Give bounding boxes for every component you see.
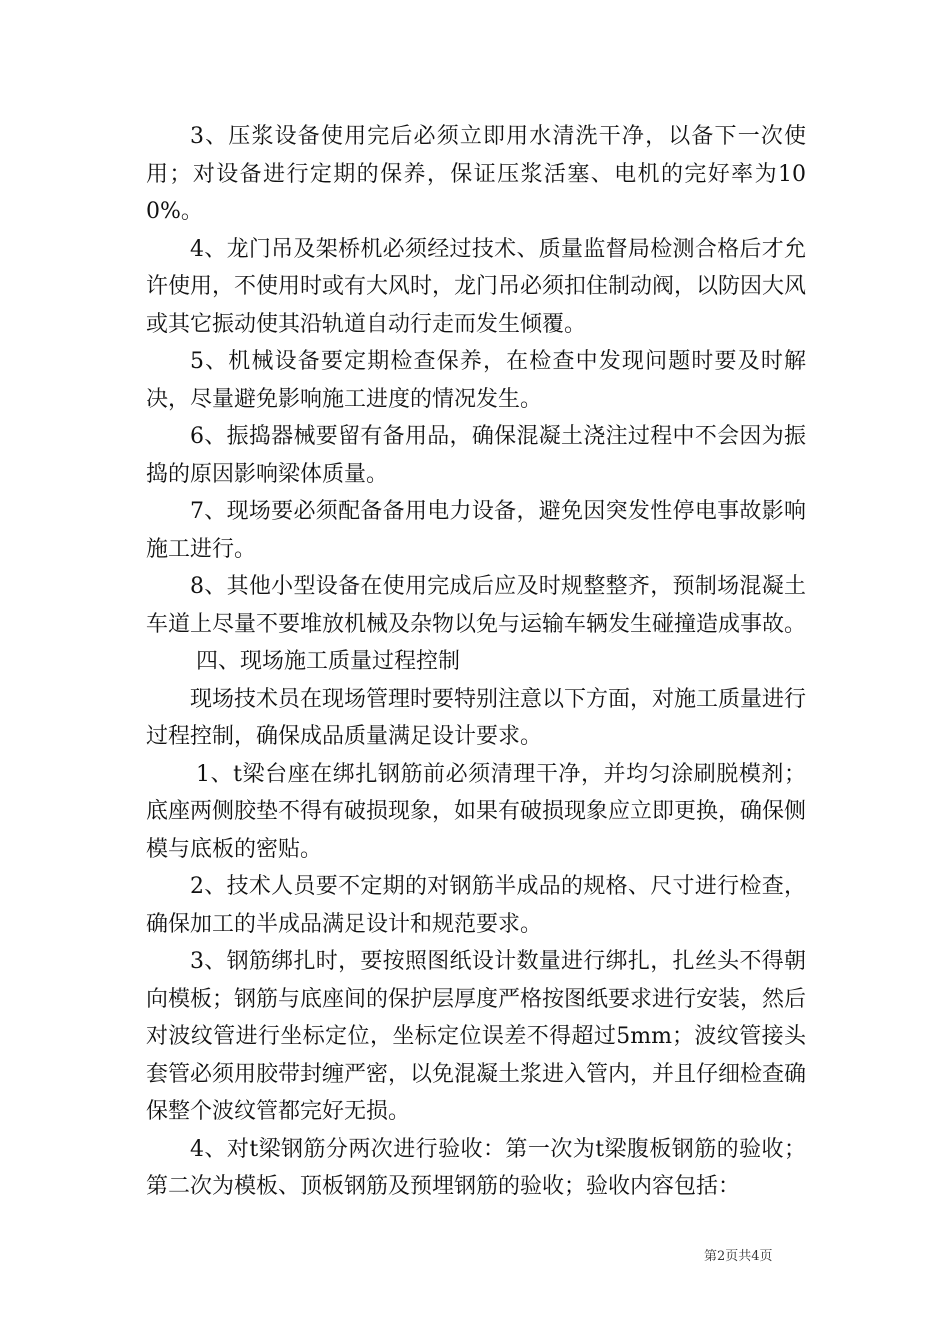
section-heading: 四、现场施工质量过程控制 [196, 649, 461, 674]
paragraph-equipment-6: 6、振捣器械要留有备用品，确保混凝土浇注过程中不会因为振捣的原因影响梁体质量。 [146, 424, 806, 487]
paragraph-equipment-8: 8、其他小型设备在使用完成后应及时规整整齐，预制场混凝土车道上尽量不要堆放机械及杂物以免与运输车辆发生碰撞造成事故。 [146, 574, 807, 637]
paragraph-equipment-4: 4、龙门吊及架桥机必须经过技术、质量监督局检测合格后才允许使用，不使用时或有大风时，龙门吊必须扣住制动阀，以防因大风或其它振动使其沿轨道自动行走而发生倾覆。 [146, 236, 807, 337]
paragraph-quality-4: 4、对t梁钢筋分两次进行验收：第一次为t梁腹板钢筋的验收；第二次为模板、顶板钢筋及预埋钢筋的验收；验收内容包括： [146, 1136, 806, 1199]
paragraph-quality-2: 2、技术人员要不定期的对钢筋半成品的规格、尺寸进行检查，确保加工的半成品满足设计和规范要求。 [146, 874, 806, 937]
paragraph-equipment-7: 7、现场要必须配备备用电力设备，避免因突发性停电事故影响施工进行。 [146, 499, 806, 562]
paragraph-quality-1: 1、t梁台座在绑扎钢筋前必须清理干净，并均匀涂刷脱模剂；底座两侧胶垫不得有破损现象，如果有破损现象应立即更换，确保侧模与底板的密贴。 [146, 761, 807, 862]
paragraph-equipment-5: 5、机械设备要定期检查保养，在检查中发现问题时要及时解决，尽量避免影响施工进度的情况发生。 [146, 349, 806, 412]
paragraph-equipment-3: 3、压浆设备使用完后必须立即用水清洗干净，以备下一次使用；对设备进行定期的保养，保证压浆活塞、电机的完好率为100%。 [146, 124, 806, 224]
document-body [146, 118, 806, 1206]
paragraph-intro: 现场技术员在现场管理时要特别注意以下方面，对施工质量进行过程控制，确保成品质量满足设计要求。 [146, 686, 807, 749]
paragraph-quality-3: 3、钢筋绑扎时，要按照图纸设计数量进行绑扎，扎丝头不得朝向模板；钢筋与底座间的保护层厚度严格按图纸要求进行安装，然后对波纹管进行坐标定位，坐标定位误差不得超过5mm；波纹管接头套管必须用胶带封缠严密，以免混凝土浆进入管内，并且仔细检查确保整个波纹管都完好无损。 [146, 949, 807, 1124]
page-number: 第2页共4页 [704, 1249, 773, 1264]
